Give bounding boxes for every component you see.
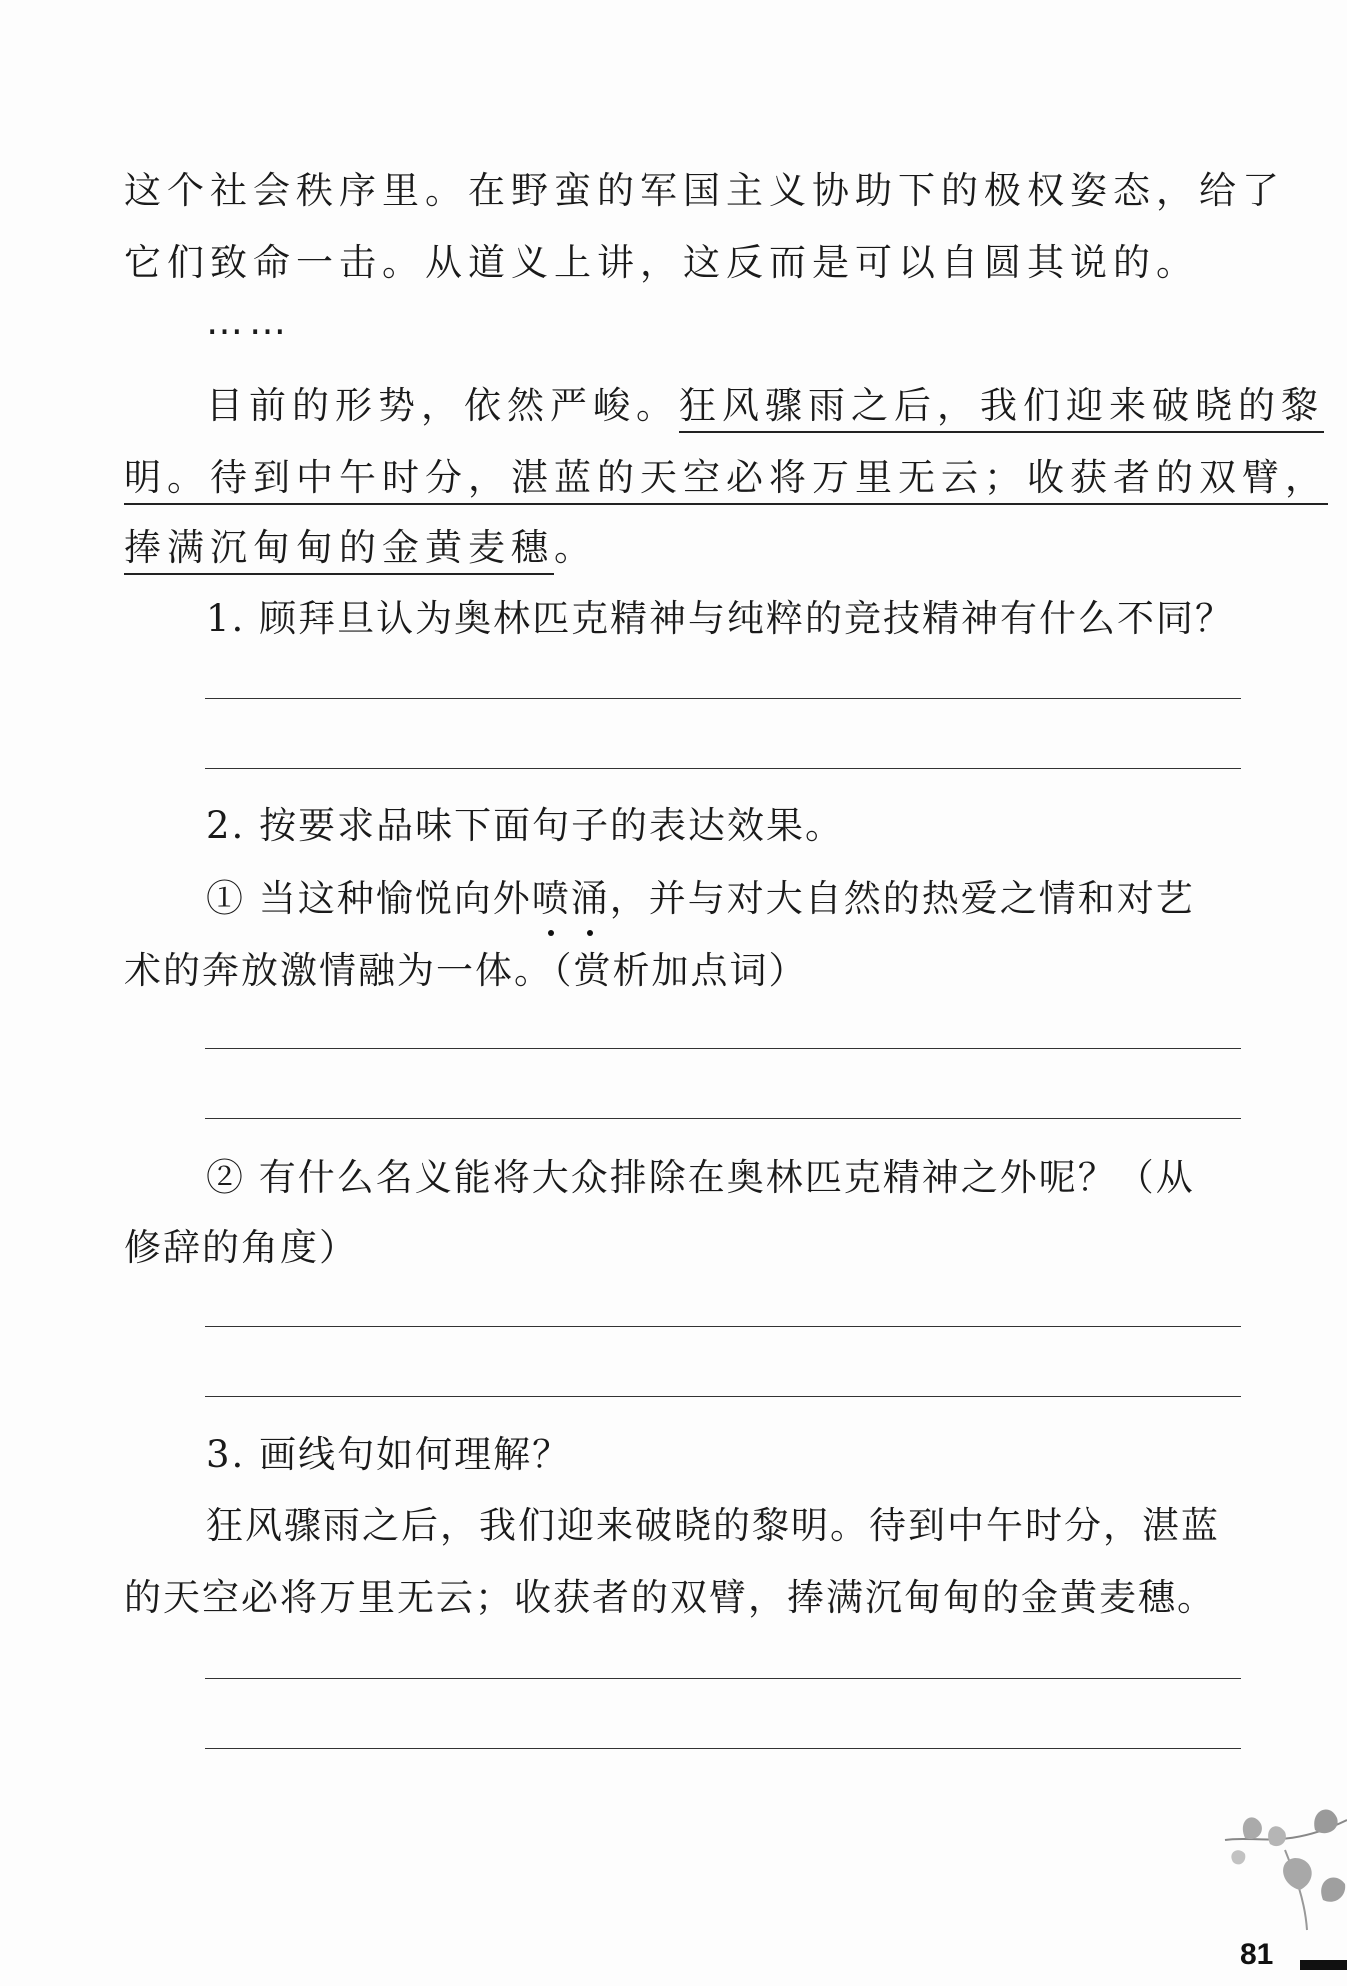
passage-line-5 xyxy=(124,517,597,571)
underlined-sentence-part-3: 捧满沉甸甸的金黄麦穗 xyxy=(124,526,554,575)
passage-ellipsis: …… xyxy=(206,300,292,343)
answer-line[interactable] xyxy=(205,1396,1241,1397)
question-2-2-line-1: ② 有什么名义能将大众排除在奥林匹克精神之外呢？（从 xyxy=(206,1156,1195,1199)
answer-line[interactable] xyxy=(205,1326,1241,1327)
leaf-decoration-icon xyxy=(1215,1780,1347,1940)
passage-line-1: 这个社会秩序里。在野蛮的军国主义协助下的极权姿态，给了 xyxy=(124,169,1285,212)
emphasized-char-pen: 喷 xyxy=(532,868,571,922)
answer-line[interactable] xyxy=(205,1048,1241,1049)
emphasized-char-yong: 涌 xyxy=(571,868,610,922)
question-2-1-text-b: ，并与对大自然的热爱之情和对艺 xyxy=(609,877,1195,920)
answer-line[interactable] xyxy=(205,768,1241,769)
passage-line-5-end: 。 xyxy=(554,526,597,569)
passage-line-3-plain: 目前的形势，依然严峻。 xyxy=(206,384,679,427)
question-2-2-line-2: 修辞的角度） xyxy=(124,1226,358,1269)
passage-line-4 xyxy=(124,447,1328,501)
question-2: 2. 按要求品味下面句子的表达效果。 xyxy=(206,804,845,847)
page-number: 81 xyxy=(1240,1938,1274,1971)
page-number-bar xyxy=(1300,1960,1347,1970)
underlined-sentence-part-1: 狂风骤雨之后，我们迎来破晓的黎 xyxy=(679,384,1324,433)
question-2-1-line-1 xyxy=(206,868,1195,922)
question-3-quote-line-2: 的天空必将万里无云；收获者的双臂，捧满沉甸甸的金黄麦穗。 xyxy=(124,1576,1216,1619)
answer-line[interactable] xyxy=(205,698,1241,699)
answer-line[interactable] xyxy=(205,1118,1241,1119)
question-2-1-text-a: ① 当这种愉悦向外 xyxy=(206,877,532,920)
question-1: 1. 顾拜旦认为奥林匹克精神与纯粹的竞技精神有什么不同？ xyxy=(206,597,1235,640)
passage-line-3 xyxy=(206,375,1324,429)
question-3: 3. 画线句如何理解？ xyxy=(206,1433,572,1476)
question-3-quote-line-1: 狂风骤雨之后，我们迎来破晓的黎明。待到中午时分，湛蓝 xyxy=(206,1504,1220,1547)
question-2-1-line-2: 术的奔放激情融为一体。（赏析加点词） xyxy=(124,949,808,992)
passage-line-2: 它们致命一击。从道义上讲，这反而是可以自圆其说的。 xyxy=(124,241,1199,284)
answer-line[interactable] xyxy=(205,1678,1241,1679)
answer-line[interactable] xyxy=(205,1748,1241,1749)
underlined-sentence-part-2: 明。待到中午时分，湛蓝的天空必将万里无云；收获者的双臂， xyxy=(124,456,1328,505)
